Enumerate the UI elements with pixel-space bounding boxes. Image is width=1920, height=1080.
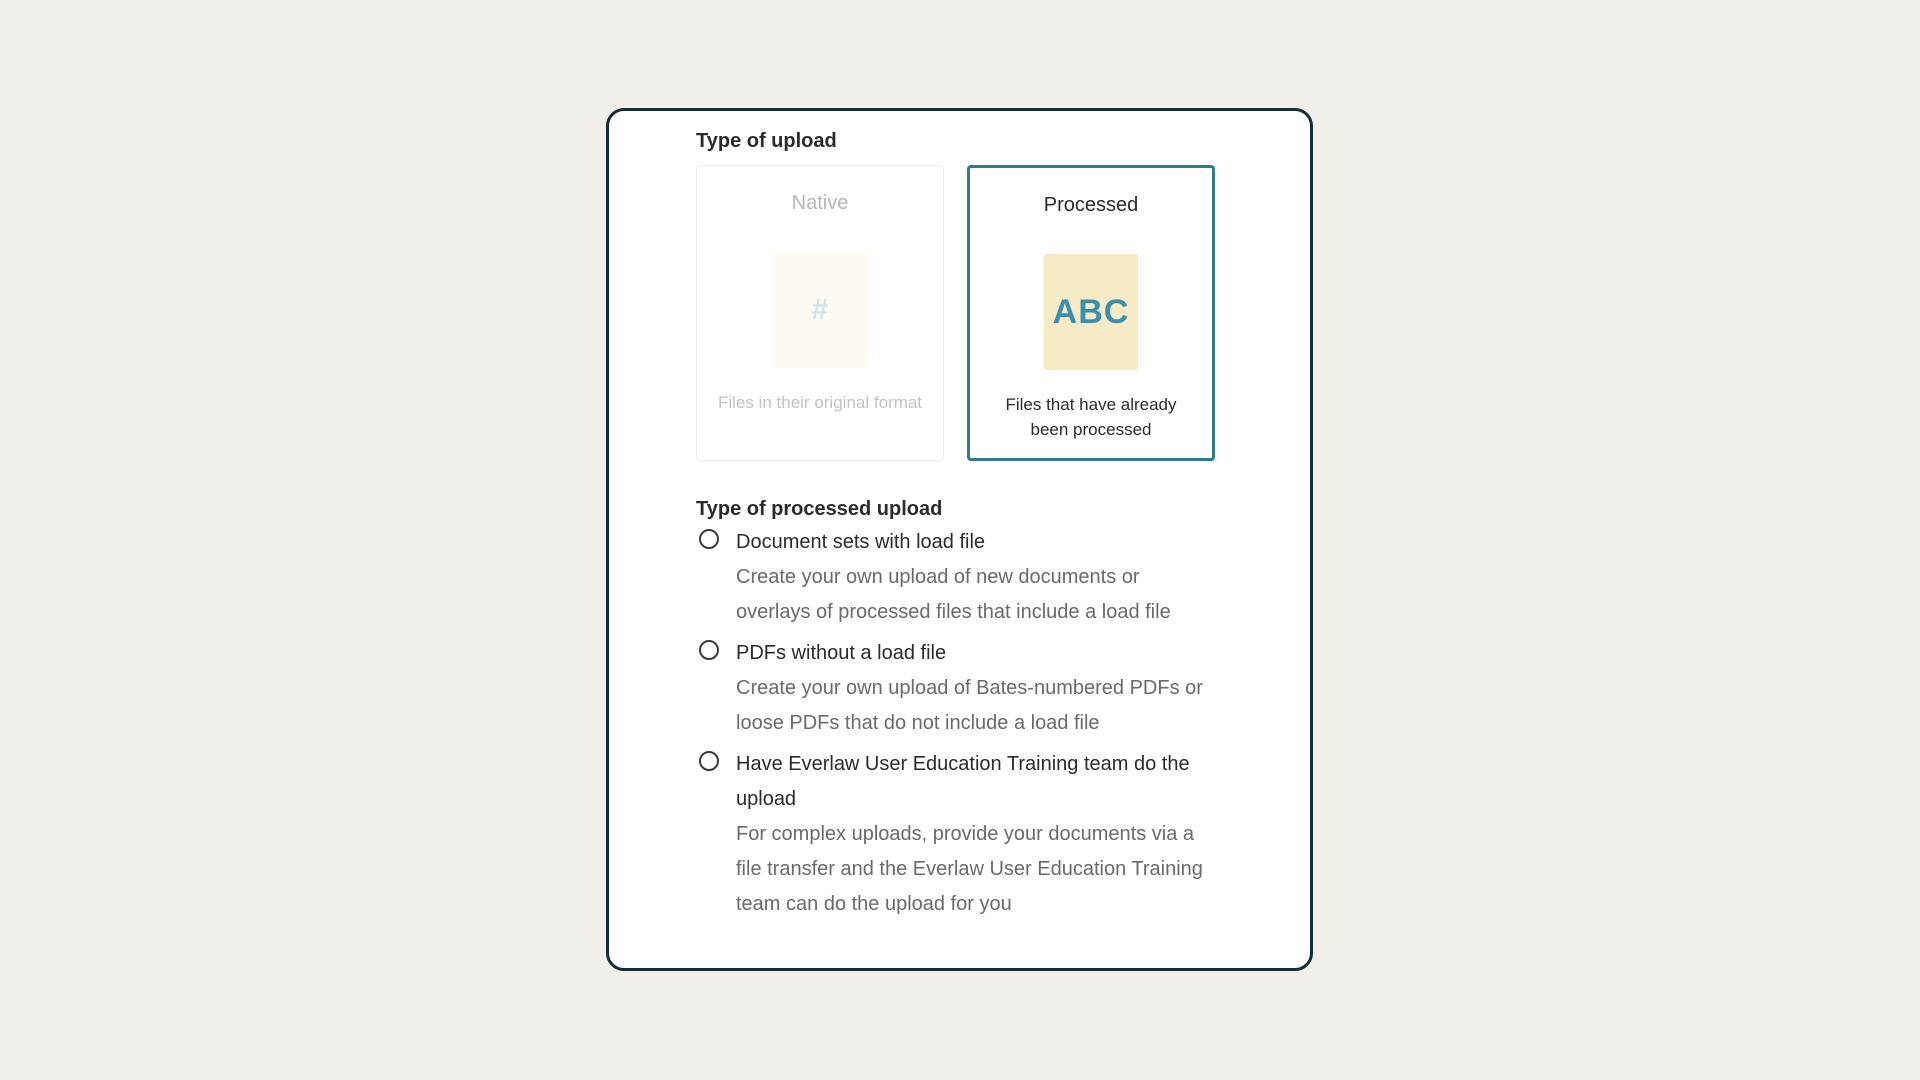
radio-option-label[interactable]: Have Everlaw User Education Training team do the upload xyxy=(736,753,1190,810)
radio-option-label[interactable]: PDFs without a load file xyxy=(736,642,947,664)
abc-text-icon: ABC xyxy=(1044,254,1138,370)
hash-icon: # xyxy=(773,252,867,368)
native-option-title: Native xyxy=(791,192,849,214)
upload-type-options xyxy=(696,165,1216,461)
processed-type-heading: Type of processed upload xyxy=(696,498,943,520)
radio-option-description: Create your own upload of new documents or overlays of processed files that include a load file xyxy=(736,566,1171,623)
panel-content xyxy=(696,127,1216,932)
processed-type-radio-group xyxy=(696,525,1216,922)
radio-option-label[interactable]: Document sets with load file xyxy=(736,531,986,553)
native-option-description: Files in their original format xyxy=(717,393,923,412)
radio-option-description: Create your own upload of Bates-numbered PDFs or loose PDFs that do not include a load file xyxy=(736,677,1203,734)
radio-option-training-team[interactable] xyxy=(696,747,1216,922)
processed-option-description: Files that have already been processed xyxy=(1005,395,1177,439)
radio-option-document-sets[interactable] xyxy=(696,525,1216,630)
processed-option-card[interactable] xyxy=(967,165,1215,461)
radio-button[interactable] xyxy=(699,640,719,660)
radio-option-pdfs[interactable] xyxy=(696,636,1216,741)
upload-type-heading: Type of upload xyxy=(696,130,837,152)
upload-type-panel xyxy=(606,108,1313,971)
radio-button[interactable] xyxy=(699,751,719,771)
radio-option-description: For complex uploads, provide your documents via a file transfer and the Everlaw User Education Training team can do the upload for you xyxy=(736,823,1203,915)
radio-button[interactable] xyxy=(699,529,719,549)
processed-option-title: Processed xyxy=(1043,194,1139,216)
native-option-card[interactable] xyxy=(696,165,944,461)
